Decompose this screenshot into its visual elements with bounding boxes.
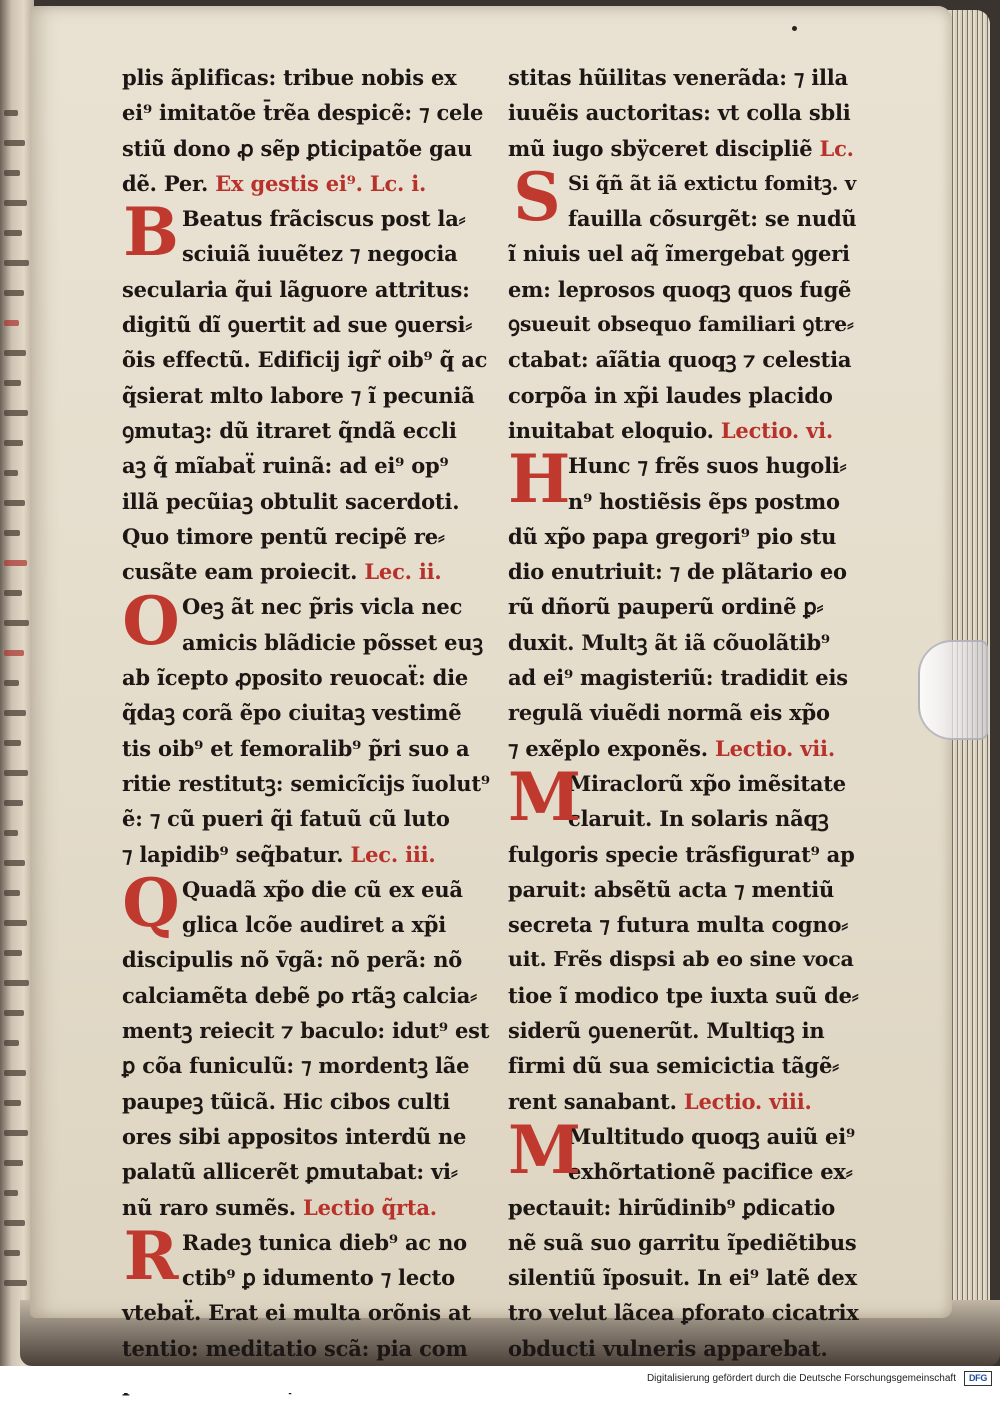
line-text: tentio: meditatio scã: pia com — [122, 1335, 468, 1361]
neighbour-text-trace — [4, 530, 20, 536]
neighbour-text-trace — [4, 710, 26, 716]
line-text: tioe ĩ modico tpe iuxta suũ de⸗ — [508, 982, 859, 1008]
initial-capital: M — [508, 758, 582, 836]
neighbour-text-trace — [4, 470, 18, 476]
text-line — [122, 131, 490, 166]
text-line — [508, 1260, 860, 1295]
neighbour-text-trace — [4, 1250, 20, 1256]
line-text: ẽ: ⁊ cũ pueri q̃i fatuũ cũ luto — [122, 806, 450, 832]
rubric-heading: Lc. — [819, 135, 854, 161]
line-text: ctib⁹ ꝑ idumento ⁊ lecto — [182, 1265, 455, 1291]
neighbour-text-trace — [4, 290, 24, 296]
line-text: rũ dñorũ pauperũ ordinẽ ꝑ⸗ — [508, 594, 824, 620]
text-line — [508, 1190, 860, 1225]
line-text: plis ãplificas: tribue nobis ex — [122, 65, 457, 90]
line-text: siderũ ꝯuenerũt. Multiqꝫ in — [508, 1018, 825, 1044]
line-text: ꝯmutaꝫ: dũ itraret q̃ndã eccli — [122, 417, 457, 443]
line-text: dũ xp̃o papa gregori⁹ pio stu — [508, 523, 837, 549]
line-text: cusãte eam proiecit. — [122, 559, 365, 585]
text-line — [508, 60, 860, 95]
line-text: nẽ suã suo garritu ĩpediẽtibus — [508, 1229, 857, 1255]
line-text: secreta ⁊ futura multa cogno⸗ — [508, 912, 849, 938]
line-text: iuuẽis auctoritas: vt colla sbli — [508, 100, 851, 126]
neighbour-text-trace — [4, 230, 22, 236]
neighbour-text-trace — [4, 1130, 28, 1136]
text-line — [508, 589, 860, 624]
line-text: secularia q̃ui lãguore attritus: — [122, 276, 470, 302]
line-text: ⁊ exẽplo exponẽs. — [508, 735, 716, 761]
text-line — [122, 519, 490, 554]
neighbour-text-trace — [4, 830, 18, 836]
neighbour-text-trace — [4, 770, 28, 776]
ink-spot — [792, 26, 797, 31]
text-line — [508, 272, 860, 307]
line-text: calciamẽta debẽ ꝑo rtãꝫ calcia⸗ — [122, 982, 477, 1008]
text-line — [508, 236, 860, 271]
line-text: discipulis nõ v̄gã: nõ perã: nõ — [122, 947, 463, 973]
line-text: ores sibi appositos interdũ ne — [122, 1123, 467, 1149]
text-line — [122, 1295, 490, 1330]
dfg-logo-icon[interactable]: DFG — [964, 1371, 992, 1386]
text-line — [508, 695, 860, 730]
neighbour-text-trace — [4, 440, 23, 446]
initial-capital: M — [508, 1111, 582, 1189]
line-text: obducti vulneris apparebat. — [508, 1335, 828, 1361]
text-line — [122, 378, 490, 413]
line-text: q̃daꝫ corã ẽpo ciuitaꝫ vestimẽ — [122, 700, 462, 726]
line-text: palatũ allicerẽt ꝑmutabat: vi⸗ — [122, 1159, 458, 1185]
initial-capital: H — [508, 440, 571, 519]
right-text-column — [508, 60, 860, 1401]
line-text: regulã viuẽdi normã eis xp̃o — [508, 700, 830, 726]
neighbour-text-trace — [4, 1190, 18, 1196]
line-text: silentiũ ĩposuit. In ei⁹ latẽ dex — [508, 1265, 857, 1291]
text-line — [508, 307, 860, 342]
line-text: sciuiã iuuẽtez ⁊ negocia — [182, 241, 458, 267]
text-line — [122, 695, 490, 730]
text-line — [508, 1331, 860, 1366]
line-text: Hunc ⁊ frẽs suos hugoli⸗ — [568, 453, 847, 479]
rubric-heading: Lectio. viii. — [683, 1088, 812, 1114]
line-text: mentꝫ reiecit ⁊ baculo: idut⁹ est — [122, 1018, 490, 1044]
text-line — [122, 978, 490, 1013]
line-text: n⁹ hostiẽsis ẽps postmo — [568, 488, 840, 514]
text-line — [122, 1154, 490, 1189]
text-line — [122, 95, 490, 130]
text-line — [508, 625, 860, 660]
line-text: dio enutriuit: ⁊ de plãtario eo — [508, 559, 847, 585]
text-line — [122, 413, 490, 448]
text-line — [508, 554, 860, 589]
text-line — [122, 1048, 490, 1083]
text-line — [122, 342, 490, 377]
line-text: amicis blãdicie põsset euꝫ — [182, 629, 483, 655]
text-line — [122, 942, 490, 977]
line-text: stiũ dono ꝓ sẽp ꝑticipatõe gau — [122, 135, 473, 161]
neighbour-text-trace — [4, 650, 24, 656]
text-line — [508, 942, 860, 977]
neighbour-text-trace — [4, 1070, 26, 1076]
initial-capital: R — [123, 1216, 179, 1295]
line-text: em: leprosos quoqꝫ quos fugẽ — [508, 276, 852, 302]
text-line — [122, 1013, 490, 1048]
text-line — [122, 60, 490, 95]
line-text: ad ei⁹ magisteriũ: tradidit eis — [508, 665, 848, 691]
neighbour-text-trace — [4, 740, 21, 746]
text-line — [122, 1119, 490, 1154]
rubric-heading: Lectio. vii. — [715, 735, 835, 761]
text-line — [122, 660, 490, 695]
page-clip — [918, 640, 988, 740]
line-text: tis oib⁹ et femoralib⁹ p̃ri suo a — [122, 735, 470, 761]
neighbour-text-trace — [4, 560, 27, 566]
neighbour-text-trace — [4, 1280, 27, 1286]
text-line — [508, 1225, 860, 1260]
line-text: aꝫ q̃ mĩabaẗ ruinã: ad ei⁹ op⁹ — [122, 453, 449, 479]
previous-page-edge — [0, 0, 34, 1366]
neighbour-text-trace — [4, 260, 29, 266]
neighbour-text-trace — [4, 380, 21, 386]
line-text: paruit: absẽtũ acta ⁊ mentiũ — [508, 876, 835, 902]
line-text: stitas hũilitas venerãda: ⁊ illa — [508, 65, 848, 90]
line-text: ritie restitutꝫ: semicĩcijs ĩuolut⁹ — [122, 770, 490, 796]
line-text: Quo timore pentũ recipẽ re⸗ — [122, 523, 445, 549]
line-text: ctabat: aĩãtia quoqꝫ ⁊ celestia — [508, 347, 852, 373]
rubric-heading: Lectio q̃rta. — [303, 1194, 437, 1220]
text-line — [122, 766, 490, 801]
neighbour-text-trace — [4, 1040, 19, 1046]
neighbour-text-trace — [4, 1160, 23, 1166]
neighbour-text-trace — [4, 980, 29, 986]
neighbour-text-trace — [4, 320, 19, 326]
neighbour-text-trace — [4, 350, 26, 356]
line-text: ꝑ cõa funiculũ: ⁊ mordentꝫ lãe — [122, 1053, 470, 1079]
line-text: paupeꝫ tũicã. Hic cibos culti — [122, 1088, 451, 1114]
text-line — [122, 448, 490, 483]
line-text: Si q̃ñ ãt iã extictu fomitꝫ. v — [568, 171, 856, 195]
neighbour-text-trace — [4, 140, 25, 146]
line-text: firmi dũ sua semicictia tãgẽ⸗ — [508, 1053, 839, 1079]
neighbour-text-trace — [4, 620, 29, 626]
initial-capital: O — [122, 581, 180, 660]
line-text: tro velut lãcea ꝑforato cicatrix — [508, 1300, 859, 1326]
neighbour-text-trace — [4, 110, 18, 116]
text-line — [122, 272, 490, 307]
neighbour-text-trace — [4, 920, 27, 926]
initial-capital: B — [123, 193, 179, 272]
neighbour-text-trace — [4, 680, 19, 686]
line-text: fauilla cõsurgẽt: se nudũ — [568, 206, 857, 232]
neighbour-text-trace — [4, 800, 23, 806]
line-text: Miraclorũ xp̃o imẽsitate — [568, 770, 846, 796]
text-line — [508, 837, 860, 872]
neighbour-text-trace — [4, 170, 20, 176]
line-text: claruit. In solaris nãqꝫ — [568, 806, 829, 832]
line-text: duxit. Multꝫ ãt iã cõuolãtib⁹ — [508, 629, 830, 655]
line-text: ei⁹ imitatõe t̄rẽa despicẽ: ⁊ cele — [122, 100, 484, 126]
text-line — [508, 1048, 860, 1083]
line-text: Beatus frãciscus post la⸗ — [182, 206, 466, 232]
line-text: ab ĩcepto ꝓposito reuocaẗ: die — [122, 665, 469, 691]
line-text: ĩ niuis uel aq̃ ĩmergebat ꝯgeri — [508, 241, 850, 267]
text-line — [122, 731, 490, 766]
left-text-column — [122, 60, 490, 1401]
line-text: pectauit: hirũdinib⁹ ꝑdicatio — [508, 1194, 836, 1220]
neighbour-text-trace — [4, 200, 27, 206]
neighbour-text-trace — [4, 590, 22, 596]
line-text: corpõa in xp̃i laudes placido — [508, 382, 833, 408]
initial-capital: S — [513, 157, 561, 236]
text-line — [508, 1295, 860, 1330]
line-text: Quadã xp̃o die cũ ex euã — [182, 876, 463, 902]
neighbour-text-trace — [4, 950, 22, 956]
initial-capital: Q — [122, 863, 180, 942]
rubric-heading: Ex gestis ei⁹. Lc. i. — [215, 170, 427, 196]
rubric-heading: Lectio. vi. — [720, 417, 833, 443]
line-text: dẽ. Per. — [122, 170, 216, 196]
text-line — [122, 484, 490, 519]
neighbour-text-trace — [4, 1220, 25, 1226]
neighbour-text-trace — [4, 1100, 21, 1106]
line-text: nũ raro sumẽs. — [122, 1194, 304, 1220]
line-text: uit. Frẽs dispsi ab eo sine voca — [508, 947, 854, 972]
line-text: ⁊ lapidib⁹ seq̃batur. — [122, 841, 351, 867]
rubric-heading: Lec. ii. — [364, 559, 442, 585]
line-text: illã pecũiaꝫ obtulit sacerdoti. — [122, 488, 460, 514]
text-line — [508, 378, 860, 413]
text-line — [122, 307, 490, 342]
line-text: Radeꝫ tunica dieb⁹ ac no — [182, 1229, 467, 1255]
text-line — [508, 907, 860, 942]
line-text: q̃sierat mlto labore ⁊ ĩ pecuniã — [122, 382, 475, 408]
text-line — [508, 519, 860, 554]
text-line — [508, 1013, 860, 1048]
line-text: Multitudo quoqꝫ auiũ ei⁹ — [568, 1123, 855, 1149]
neighbour-text-trace — [4, 890, 20, 896]
line-text: inuitabat eloquio. — [508, 417, 721, 443]
line-text: õis effectũ. Edificij igr̃ oib⁹ q̃ ac — [122, 347, 488, 373]
line-text: vtebaẗ. Erat ei multa orõnis at — [122, 1300, 471, 1326]
text-line — [122, 1084, 490, 1119]
neighbour-text-trace — [4, 500, 25, 506]
line-text: fulgoris specie trãsfigurat⁹ ap — [508, 841, 855, 867]
text-line — [122, 801, 490, 836]
text-line — [508, 95, 860, 130]
line-text: rent sanabant. — [508, 1088, 684, 1114]
line-text: exhõrtationẽ pacifice ex⸗ — [568, 1159, 853, 1185]
footer-bar — [0, 1366, 1000, 1393]
line-text: Oeꝫ ãt nec p̃ris vicla nec — [182, 594, 463, 620]
text-line — [508, 342, 860, 377]
line-text: glica lcõe audiret a xp̃i — [182, 912, 447, 938]
line-text: ꝯsueuit obsequo familiari ꝯtre⸗ — [508, 312, 854, 337]
line-text: mũ iugo sbÿceret discipliẽ — [508, 135, 820, 161]
text-line — [508, 872, 860, 907]
rubric-heading: Lec. iii. — [350, 841, 436, 867]
line-text: digitũ dĩ ꝯuertit ad sue ꝯuersi⸗ — [122, 312, 473, 338]
text-line — [122, 1331, 490, 1366]
text-line — [508, 978, 860, 1013]
neighbour-text-trace — [4, 860, 25, 866]
neighbour-text-trace — [4, 1010, 24, 1016]
text-line — [508, 660, 860, 695]
footer-credit: Digitalisierung gefördert durch die Deutsche Forschungsgemeinschaft — [646, 1373, 956, 1384]
neighbour-text-trace — [4, 410, 28, 416]
